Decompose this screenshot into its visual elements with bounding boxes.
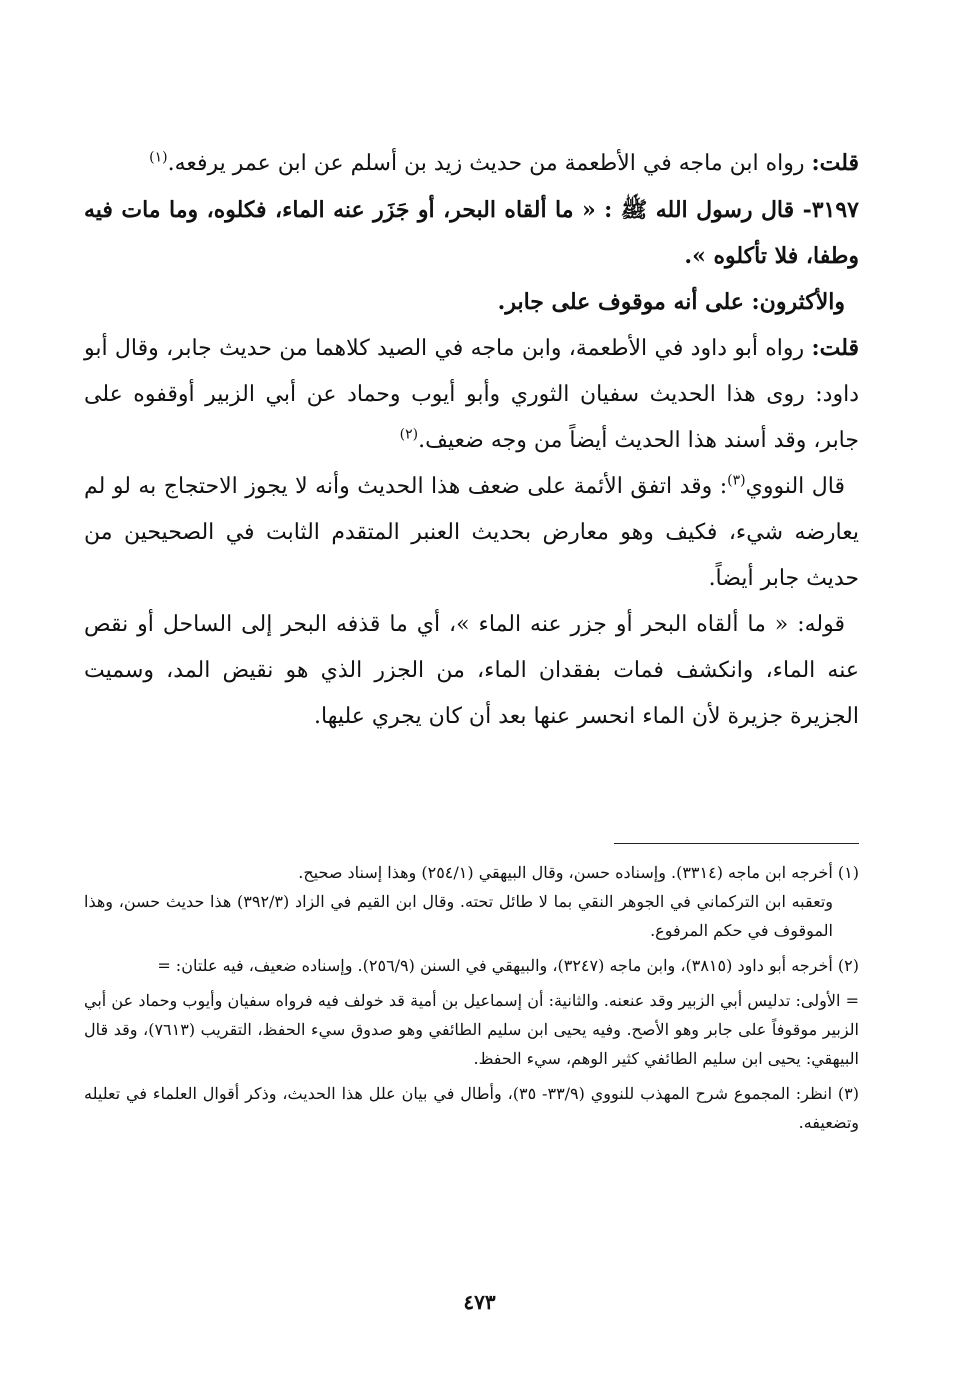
footnotes bbox=[84, 858, 859, 1137]
footnote-2: (٢) أخرجه أبو داود (٣٨١٥)، وابن ماجه (٣٢٤٧)، والبيهقي في السنن (٢٥٦/٩). وإسناده ضعيف، فيه علتان: = bbox=[157, 956, 859, 975]
footnote-ref-1: (١) bbox=[149, 149, 168, 166]
page-number: ٤٧٣ bbox=[463, 1290, 496, 1314]
footnote-1: (١) أخرجه ابن ماجه (٣٣١٤). وإسناده حسن، وقال البيهقي (٢٥٤/١) وهذا إسناد صحيح. bbox=[298, 863, 859, 882]
footnote-separator bbox=[614, 843, 859, 844]
paragraph-4 bbox=[84, 325, 859, 464]
main-text bbox=[84, 140, 859, 740]
paragraph-5 bbox=[84, 464, 859, 602]
paragraph-1 bbox=[84, 140, 859, 187]
paragraph-5-b: : وقد اتفق الأئمة على ضعف هذا الحديث وأنه لا يجوز الاحتجاج به لو لم يعارضه شيء، فكيف وهو معارض بحديث العنبر المتقدم الثابت في الصحيحين من حديث جابر أيضاً. bbox=[84, 474, 859, 591]
hadith-3197: ٣١٩٧- قال رسول الله ﷺ : « ما ألقاه البحر، أو جَزَر عنه الماء، فكلوه، وما مات فيه وطفا، فلا تأكلوه ». bbox=[84, 197, 859, 269]
qultu-label: قلت: bbox=[811, 150, 859, 176]
qultu-label: قلت: bbox=[811, 335, 859, 361]
footnote-ref-2: (٢) bbox=[399, 426, 419, 443]
paragraph-1-text: رواه ابن ماجه في الأطعمة من حديث زيد بن أسلم عن ابن عمر يرفعه. bbox=[167, 151, 812, 176]
footnote-1-continued: وتعقبه ابن التركماني في الجوهر النقي بما لا طائل تحته. وقال ابن القيم في الزاد (٣٩٢/٣) هذا حديث حسن، وهذا الموقوف في حكم المرفوع. bbox=[84, 892, 833, 940]
paragraph-6: قوله: « ما ألقاه البحر أو جزر عنه الماء »، أي ما قذفه البحر إلى الساحل أو نقص عنه الماء، وانكشف فمات بفقدان الماء، من الجزر الذي هو نقيض المد، وسميت الجزيرة جزيرة لأن الماء انحسر عنها بعد أن كان يجري عليها. bbox=[84, 612, 859, 729]
footnote-3: (٣) انظر: المجموع شرح المهذب للنووي (٣٣/٩- ٣٥)، وأطال في بيان علل هذا الحديث، وذكر أقوال العلماء في تعليله وتضعيفه. bbox=[84, 1084, 859, 1132]
footnote-2-continued: = الأولى: تدليس أبي الزبير وقد عنعنه. والثانية: أن إسماعيل بن أمية قد خولف فيه فرواه سفيان وأيوب وحماد عن أبي الزبير موقوفاً على جابر وهو الأصح. وفيه يحيى ابن سليم الطائفي وهو صدوق سيء الحفظ، التقريب (٧٦١٣)، وقد قال البيهقي: يحيى ابن سليم الطائفي كثير الوهم، سيء الحفظ. bbox=[84, 991, 859, 1068]
paragraph-5-a: قال النووي bbox=[745, 474, 845, 499]
paragraph-4-text: رواه أبو داود في الأطعمة، وابن ماجه في الصيد كلاهما من حديث جابر، وقال أبو داود: روى هذا الحديث سفيان الثوري وأبو أيوب وحماد عن أبي الزبير أوقفوه على جابر، وقد أسند هذا الحديث أيضاً من وجه ضعيف. bbox=[84, 336, 859, 453]
paragraph-3: والأكثرون: على أنه موقوف على جابر. bbox=[497, 289, 845, 315]
footnote-ref-3: (٣) bbox=[727, 472, 746, 489]
